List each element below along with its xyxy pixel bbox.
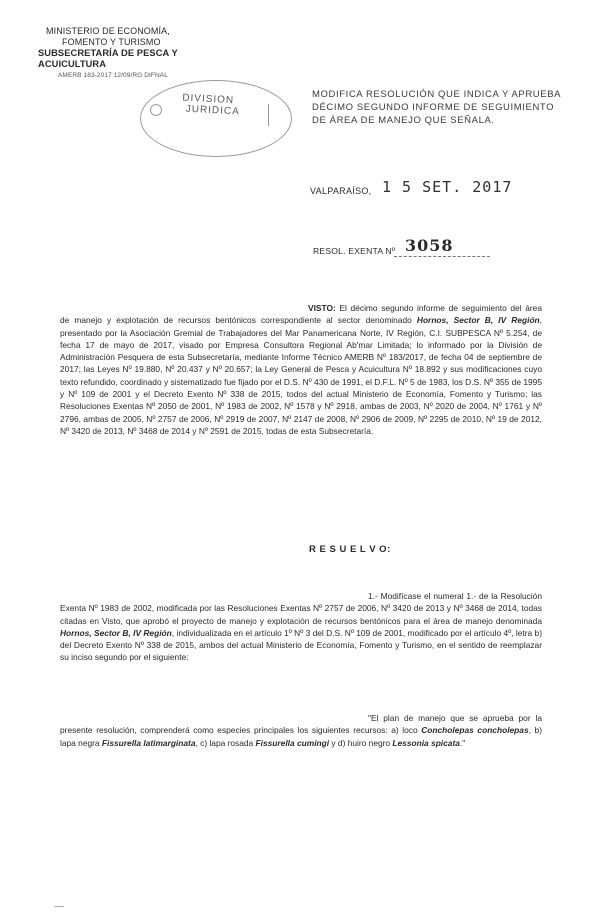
place-label: VALPARAÍSO, xyxy=(310,186,372,196)
visto-text-1: El décimo segundo informe de seguimiento del área de manejo y explotación de recursos bentónicos correspondiente al sector denominado xyxy=(60,303,542,326)
species-loco: Concholepas concholepas xyxy=(421,725,529,736)
quote-paragraph xyxy=(60,712,542,749)
resuelvo-text-2: , individualizada en el artículo 1º Nº 3 del D.S. Nº 109 de 2001, modificado por el artículo 4º, letra b) del Decreto Exento Nº 338 de 2015, ambos del actual Ministerio de Economía, Fomento y Turismo, en el sentido de reemplazar su inciso segundo por el siguiente: xyxy=(60,627,542,663)
reference-line: AMERB 183-2017 12/09/RG DIFNAL xyxy=(58,72,168,79)
document-title xyxy=(312,88,592,127)
date-stamp: 1 5 SET. 2017 xyxy=(382,178,513,196)
stamp-mark-right xyxy=(268,104,279,126)
visto-sector: Hornos, Sector B, IV Región xyxy=(416,315,540,326)
subsecretaria-line: SUBSECRETARÍA DE PESCA Y ACUICULTURA xyxy=(38,48,178,69)
quote-text-3: , c) lapa rosada xyxy=(195,737,256,748)
resuelvo-paragraph xyxy=(60,590,542,664)
stamp-mark-left xyxy=(150,104,162,116)
species-huiro-negro: Lessonia spicata xyxy=(392,737,460,748)
resol-underline xyxy=(394,256,490,257)
ministry-line-1: MINISTERIO DE ECONOMÍA, xyxy=(46,26,170,36)
quote-text-2: , b) lapa negra xyxy=(60,725,542,748)
scan-mark xyxy=(54,906,64,907)
resuelvo-text-1: 1.- Modifícase el numeral 1.- de la Resolución Exenta Nº 1983 de 2002, modificada por las Resoluciones Exentas Nº 2757 de 2006, Nº 3420 de 2013 y Nº 3468 de 2014, todas citadas en Visto, que aprobó el proyecto de manejo y explotación de recursos bentónicos para el área de manejo denominada xyxy=(60,591,542,626)
visto-label: VISTO: xyxy=(308,303,336,313)
ministry-line-2: FOMENTO Y TURISMO xyxy=(62,37,161,47)
stamp-text xyxy=(181,92,240,117)
species-lapa-rosada: Fissurella cumingi xyxy=(255,737,330,748)
quote-text-4: y d) huiro negro xyxy=(329,737,393,748)
quote-text-1: "El plan de manejo que se aprueba por la presente resolución, comprenderá como especies principales los siguientes recursos: a) loco xyxy=(60,713,542,736)
title-line-2: DÉCIMO SEGUNDO INFORME DE SEGUIMIENTO xyxy=(312,102,555,113)
species-lapa-negra: Fissurella latimarginata xyxy=(101,737,196,748)
visto-paragraph xyxy=(60,302,542,437)
quote-text-5: ." xyxy=(459,737,466,748)
resuelvo-label: R E S U E L V O: xyxy=(309,544,391,555)
ministry-header xyxy=(40,26,240,81)
stamp-line-1: DIVISION xyxy=(182,92,235,107)
resol-label: RESOL. EXENTA Nº xyxy=(313,246,396,256)
stamp-line-2: JURIDICA xyxy=(185,103,241,118)
title-line-1: MODIFICA RESOLUCIÓN QUE INDICA Y APRUEBA xyxy=(312,89,562,100)
resol-number: 3058 xyxy=(405,236,454,255)
visto-text-2: , presentado por la Asociación Gremial de Trabajadores del Mar Panamericana Norte, IV Región, C.I. SUBPESCA Nº 5.254, de fecha 17 de mayo de 2017, visado por Empresa Consultora Regional Ab'mar Limitada; lo informado por la División de Administración Pesquera de esta Subsecretaría, mediante Informe Técnico AMERB Nº 183/2017, de fecha 04 de septiembre de 2017; las Leyes Nº 19.880, Nº 20.437 y Nº 20.657; la Ley General de Pesca y Acuicultura Nº 18.892 y sus modificaciones cuyo texto refundido, coordinado y sistematizado fue fijado por el D.S. Nº 430 de 1991, el D.F.L. Nº 5 de 1983, los D.S. Nº 355 de 1995 y Nº 109 de 2001 y el Decreto Exento Nº 338 de 2015, todos del actual Ministerio de Economía, Fomento y Turismo; las Resoluciones Exentas Nº 2050 de 2001, Nº 1983 de 2002, Nº 1578 y Nº 2918, ambas de 2003, Nº 2020 de 2004, Nº 1761 y Nº 2796, ambas de 2005, Nº 2757 de 2006, Nº 2919 de 2007, Nº 2147 de 2008, Nº 2906 de 2009, Nº 2295 de 2010, Nº 19 de 2012, Nº 3420 de 2013, Nº 3468 de 2014 y Nº 2591 de 2015, todas de esta Subsecretaría. xyxy=(60,315,542,436)
resuelvo-sector: Hornos, Sector B, IV Región xyxy=(60,627,172,638)
title-line-3: DE ÁREA DE MANEJO QUE SEÑALA. xyxy=(312,115,495,126)
